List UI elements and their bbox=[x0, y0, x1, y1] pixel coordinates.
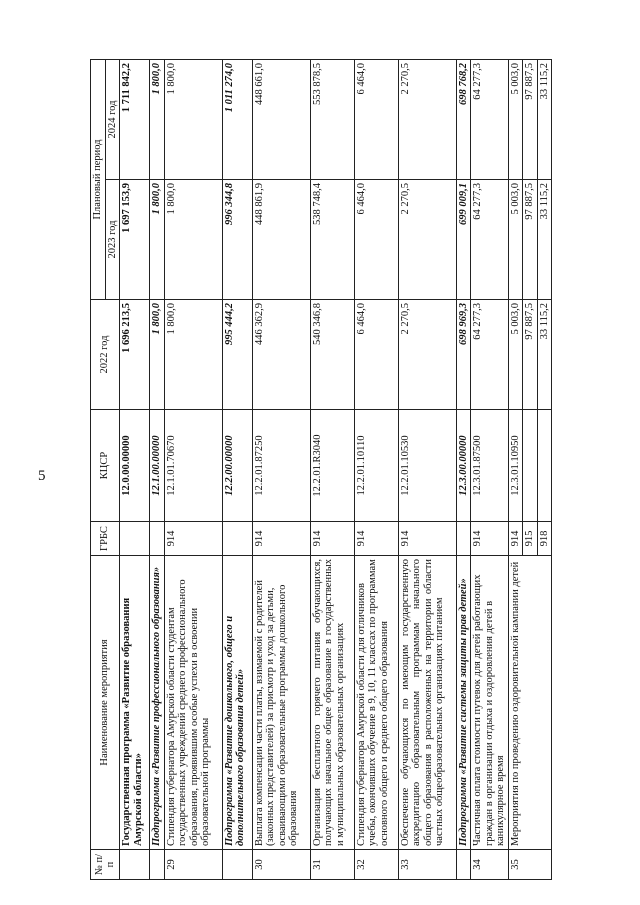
row-number: 33 bbox=[398, 850, 456, 880]
row-value-2023: 5 003,0 bbox=[508, 180, 523, 300]
row-kcsr: 12.1.00.00000 bbox=[150, 410, 165, 522]
row-grbs: 914 bbox=[252, 522, 310, 556]
header-kcsr: КЦСР bbox=[91, 410, 120, 522]
table-row bbox=[508, 60, 523, 880]
row-kcsr: 12.3.00.00000 bbox=[456, 410, 471, 522]
row-kcsr: 12.2.01.87250 bbox=[252, 410, 310, 522]
header-2023: 2023 год bbox=[105, 180, 120, 300]
row-grbs: 915 bbox=[523, 522, 538, 556]
row-kcsr bbox=[523, 410, 538, 522]
row-number: 34 bbox=[471, 850, 509, 880]
row-grbs bbox=[222, 522, 252, 556]
row-name: Выплата компенсации части платы, взимаемой с родителей (законных представителей) за присмотр и уход за детьми, осваивающими образовательные программы дошкольного образования bbox=[252, 556, 310, 850]
row-value-2024: 1 800,0 bbox=[150, 60, 165, 180]
row-grbs: 914 bbox=[310, 522, 354, 556]
header-grbs: ГРБС bbox=[91, 522, 120, 556]
row-grbs: 914 bbox=[354, 522, 398, 556]
row-name: Подпрограмма «Развитие дошкольного, общего и дополнительного образования детей» bbox=[222, 556, 252, 850]
budget-table bbox=[90, 59, 552, 880]
row-number: 31 bbox=[310, 850, 354, 880]
row-value-2024: 1 711 842,2 bbox=[120, 60, 150, 180]
table-row bbox=[456, 60, 471, 880]
row-value-2023: 1 697 153,9 bbox=[120, 180, 150, 300]
row-kcsr: 12.3.01.10950 bbox=[508, 410, 523, 522]
row-number bbox=[456, 850, 471, 880]
row-name: Государственная программа «Развитие образования Амурской области» bbox=[120, 556, 150, 850]
table-row bbox=[150, 60, 165, 880]
row-value-2022: 698 969,3 bbox=[456, 300, 471, 410]
row-value-2024: 5 003,0 bbox=[508, 60, 523, 180]
row-name: Организация бесплатного горячего питания обучающихся, получающих начальное общее образование в государственных и муниципальных образовательных организациях bbox=[310, 556, 354, 850]
row-value-2022: 64 277,3 bbox=[471, 300, 509, 410]
row-kcsr: 12.2.01.10110 bbox=[354, 410, 398, 522]
row-value-2022: 995 444,2 bbox=[222, 300, 252, 410]
row-number: 32 bbox=[354, 850, 398, 880]
row-kcsr: 12.3.01.87500 bbox=[471, 410, 509, 522]
row-grbs: 914 bbox=[398, 522, 456, 556]
row-value-2024: 64 277,3 bbox=[471, 60, 509, 180]
row-value-2022: 540 346,8 bbox=[310, 300, 354, 410]
row-value-2023: 33 115,2 bbox=[537, 180, 552, 300]
row-value-2022: 1 800,0 bbox=[164, 300, 222, 410]
row-name: Частичная оплата стоимости путевок для детей работающих граждан в организации отдыха и оздоровления детей в каникулярное время bbox=[471, 556, 509, 850]
row-value-2022: 33 115,2 bbox=[537, 300, 552, 410]
table-row bbox=[471, 60, 509, 880]
table-row bbox=[310, 60, 354, 880]
row-value-2024: 1 011 274,0 bbox=[222, 60, 252, 180]
row-value-2024: 6 464,0 bbox=[354, 60, 398, 180]
row-name: Стипендия губернатора Амурской области студентам государственных учреждений среднего профессионального образования, проявившим особые успехи в освоении образовательной программы bbox=[164, 556, 222, 850]
row-value-2023: 1 800,0 bbox=[150, 180, 165, 300]
page-number: 5 bbox=[38, 468, 46, 484]
row-number: 29 bbox=[164, 850, 222, 880]
row-number bbox=[120, 850, 150, 880]
row-number bbox=[222, 850, 252, 880]
row-value-2022: 446 362,9 bbox=[252, 300, 310, 410]
row-kcsr: 12.2.01.10530 bbox=[398, 410, 456, 522]
row-number bbox=[150, 850, 165, 880]
row-value-2023: 538 748,4 bbox=[310, 180, 354, 300]
row-value-2023: 2 270,5 bbox=[398, 180, 456, 300]
row-value-2023: 699 009,1 bbox=[456, 180, 471, 300]
table-row bbox=[252, 60, 310, 880]
row-value-2024: 2 270,5 bbox=[398, 60, 456, 180]
row-value-2023: 97 887,5 bbox=[523, 180, 538, 300]
row-kcsr: 12.1.01.70670 bbox=[164, 410, 222, 522]
header-2024: 2024 год bbox=[105, 60, 120, 180]
row-grbs bbox=[120, 522, 150, 556]
row-value-2023: 6 464,0 bbox=[354, 180, 398, 300]
row-value-2022: 1 696 213,5 bbox=[120, 300, 150, 410]
table-row bbox=[164, 60, 222, 880]
row-name: Подпрограмма «Развитие системы защиты прав детей» bbox=[456, 556, 471, 850]
header-num: № п/п bbox=[91, 850, 120, 880]
row-value-2023: 1 800,0 bbox=[164, 180, 222, 300]
row-grbs: 914 bbox=[508, 522, 523, 556]
table-row bbox=[354, 60, 398, 880]
row-grbs: 918 bbox=[537, 522, 552, 556]
row-name: Обеспечение обучающихся по имеющим государственную аккредитацию образовательным программам начального общего образования в расположенных на территории области частных общеобразовательных организациях питанием bbox=[398, 556, 456, 850]
row-value-2022: 5 003,0 bbox=[508, 300, 523, 410]
row-value-2024: 33 115,2 bbox=[537, 60, 552, 180]
row-number: 35 bbox=[508, 850, 552, 880]
row-value-2023: 448 861,9 bbox=[252, 180, 310, 300]
row-value-2022: 6 464,0 bbox=[354, 300, 398, 410]
row-value-2023: 64 277,3 bbox=[471, 180, 509, 300]
row-kcsr: 12.2.00.00000 bbox=[222, 410, 252, 522]
table-row bbox=[398, 60, 456, 880]
header-2022: 2022 год bbox=[91, 300, 120, 410]
row-value-2024: 1 800,0 bbox=[164, 60, 222, 180]
row-name: Стипендия губернатора Амурской области для отличников учебы, окончивших обучение в 9, 10, 11 классах по программам основного общего и среднего общего образования bbox=[354, 556, 398, 850]
row-value-2024: 698 768,2 bbox=[456, 60, 471, 180]
table-row bbox=[222, 60, 252, 880]
table-row bbox=[120, 60, 150, 880]
row-value-2024: 97 887,5 bbox=[523, 60, 538, 180]
header-name: Наименование мероприятия bbox=[91, 556, 120, 850]
row-value-2024: 553 878,5 bbox=[310, 60, 354, 180]
row-grbs: 914 bbox=[164, 522, 222, 556]
table-body bbox=[120, 60, 552, 880]
row-name: Мероприятия по проведению оздоровительной кампании детей bbox=[508, 556, 552, 850]
row-value-2022: 1 800,0 bbox=[150, 300, 165, 410]
row-kcsr: 12.2.01.R3040 bbox=[310, 410, 354, 522]
row-value-2023: 996 344,8 bbox=[222, 180, 252, 300]
row-kcsr bbox=[537, 410, 552, 522]
row-value-2022: 2 270,5 bbox=[398, 300, 456, 410]
row-name: Подпрограмма «Развитие профессионального образования» bbox=[150, 556, 165, 850]
row-value-2024: 448 661,0 bbox=[252, 60, 310, 180]
row-value-2022: 97 887,5 bbox=[523, 300, 538, 410]
row-kcsr: 12.0.00.00000 bbox=[120, 410, 150, 522]
row-grbs bbox=[150, 522, 165, 556]
rotated-table-container bbox=[90, 60, 550, 880]
row-grbs: 914 bbox=[471, 522, 509, 556]
row-number: 30 bbox=[252, 850, 310, 880]
header-plan-period: Плановый период bbox=[91, 60, 106, 300]
row-grbs bbox=[456, 522, 471, 556]
